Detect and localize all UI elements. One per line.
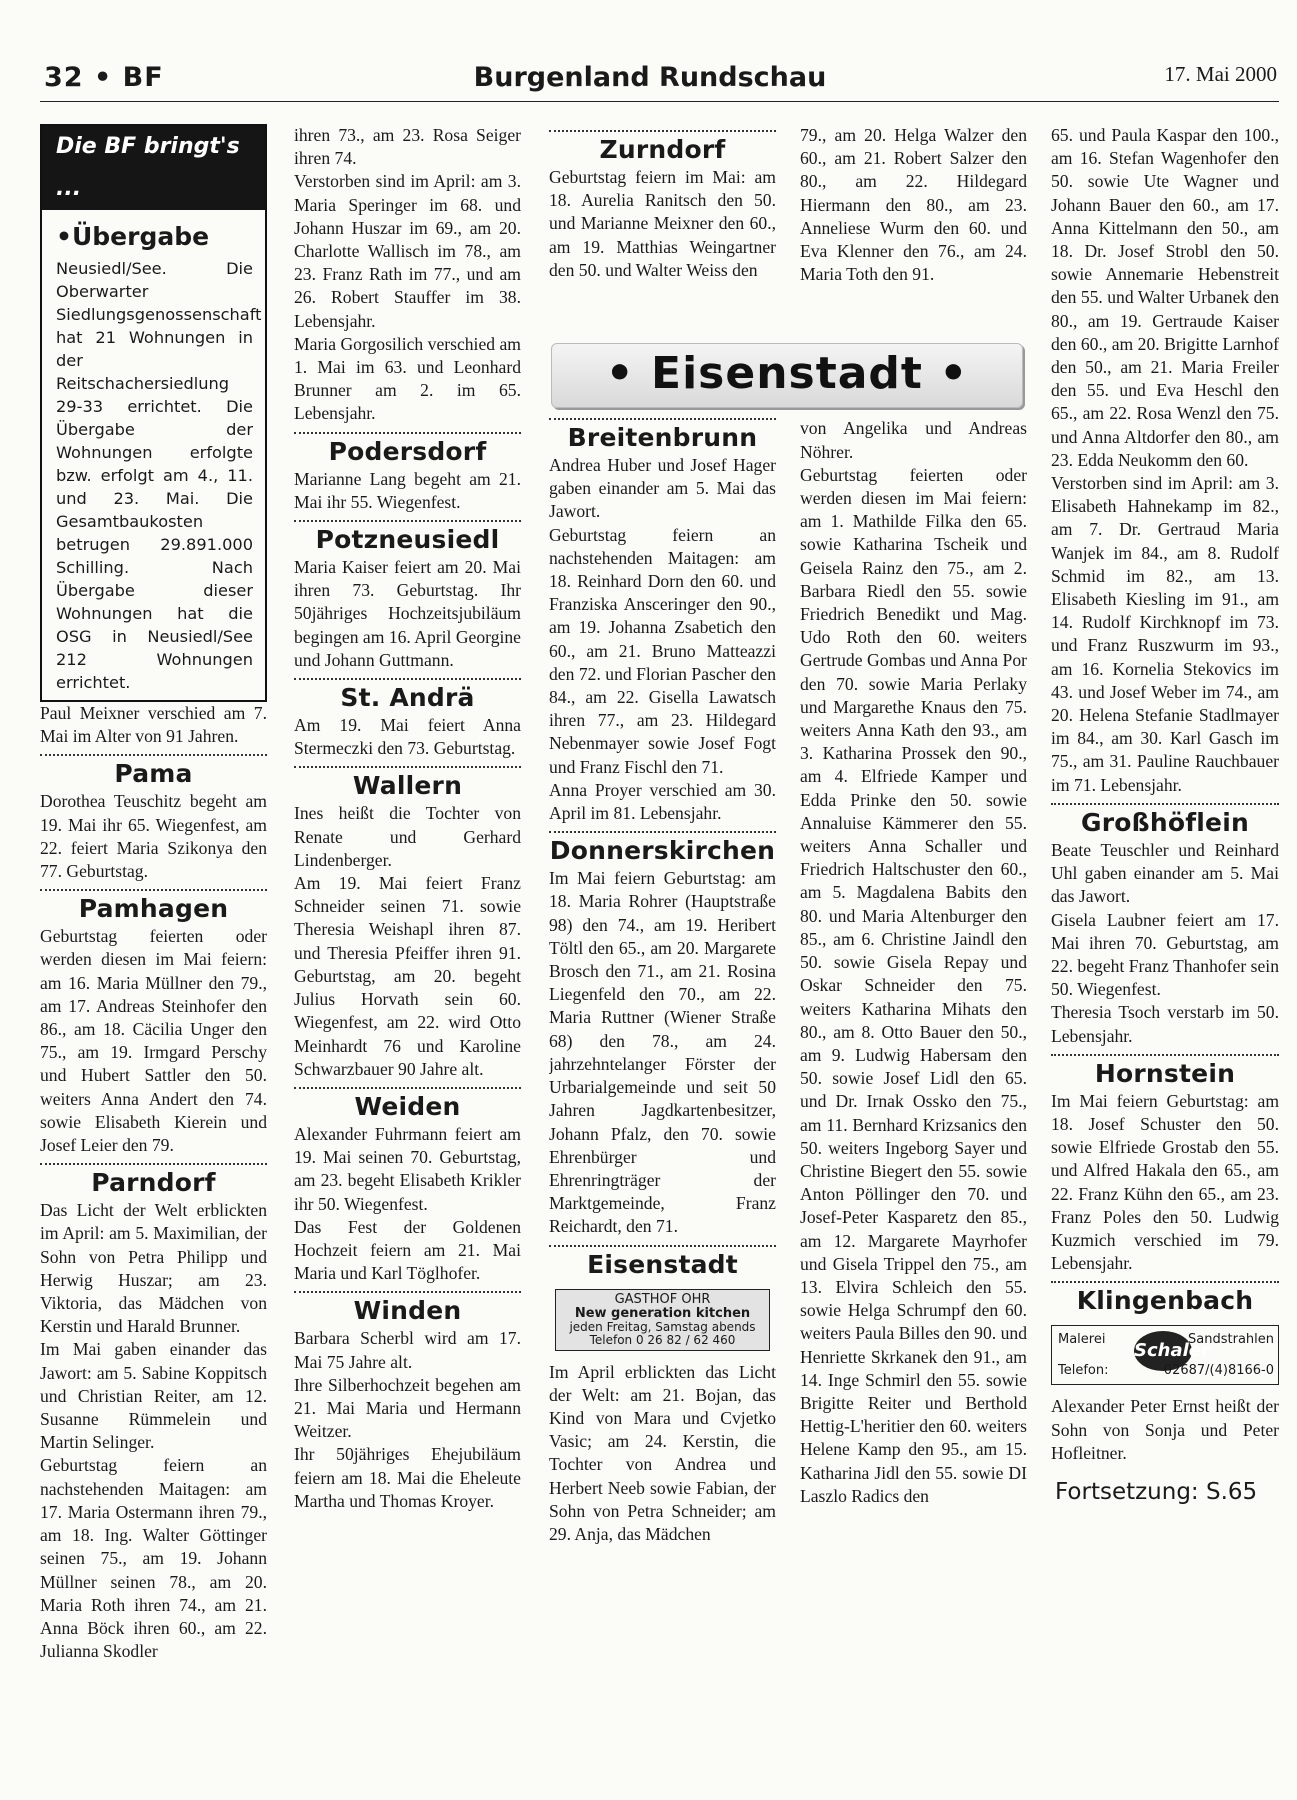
section-heading-hornstein: Hornstein	[1094, 1058, 1236, 1088]
article-text: Gisela Laubner feiert am 17. Mai ihren 70. Geburtstag, am 22. begeht Franz Thanhofer sein 50. Wiegenfest.	[1051, 909, 1279, 1000]
dotted-divider	[294, 1087, 521, 1089]
article-text: Andrea Huber und Josef Hager gaben einander am 5. Mai das Jawort.	[549, 455, 776, 522]
article-text: Verstorben sind im April: am 3. Elisabeth Hahnekamp im 82., am 7. Dr. Gertraud Maria Wanjek im 84., am 8. Rudolf Schmid im 82., am 13. Elisabeth Kiesling im 91., am 14. Rudolf Kirchknopf im 73. und Franz Ruszwurm im 93., am 16. Kornelia Stekovics im 43. und Josef Weber im 74., am 20. Helena Stefanie Stadlmayer im 84., am 30. Karl Gasch im 75., am 31. Pauline Rauchbauer im 71. Lebensjahr.	[1051, 473, 1279, 795]
article-text: Am 19. Mai feiert Anna Stermeczki den 73. Geburtstag.	[294, 715, 521, 759]
article-text: Am 19. Mai feiert Franz Schneider seinen 71. sowie Theresia Weishapl ihren 87. und Theresia Pfeiffer ihren 91. Geburtstag, am 20. begeht Julius Horvath sein 60. Wiegenfest, am 22. wird Otto Meinhardt 76 und Karoline Schwarzbauer 90 Jahre alt.	[294, 873, 521, 1079]
section-heading-klingenbach: Klingenbach	[1076, 1286, 1254, 1316]
malerei-ad	[1051, 1325, 1279, 1385]
article-text: Beate Teuschler und Reinhard Uhl gaben einander am 5. Mai das Jawort.	[1051, 839, 1279, 907]
dotted-divider	[40, 1163, 267, 1165]
info-box-title: Die BF bringt's ...	[42, 126, 265, 210]
section-heading-grosshoeflein: Großhöflein	[1081, 807, 1249, 837]
dotted-divider	[1051, 1054, 1279, 1056]
ad-telefon-label: Telefon:	[1058, 1363, 1109, 1379]
column-5	[1051, 124, 1279, 1784]
ad-logo: Schaler	[1134, 1331, 1192, 1371]
article-text: Ines heißt die Tochter von Renate und Gerhard Lindenberger.	[294, 803, 521, 870]
section-heading-winden: Winden	[353, 1296, 462, 1326]
article-text: Geburtstag feiern an nachstehenden Maitagen: am 18. Reinhard Dorn den 60. und Franziska Ansceringer den 90., am 19. Johanna Zsabetich den 60., am 21. Bruno Matteazzi den 72. und Florian Pascher den 84., am 22. Gisella Lawatsch ihren 77., am 23. Hildegard Nebenmayer sowie Josef Fogt und Franz Fischl den 71.	[549, 524, 776, 777]
article-text: Geburtstag feierten oder werden diesen im Mai feiern: am 16. Maria Müllner den 79., am 17. Andreas Steinhofer den 86., am 18. Cäcilia Unger den 75., am 19. Irmgard Perschy und Hubert Sattler den 50. weiters Anna Andert den 74. sowie Elisabeth Kierein und Josef Leier den 79.	[40, 926, 267, 1156]
dotted-divider	[549, 1245, 776, 1247]
newspaper-title: Burgenland Rundschau	[473, 62, 827, 93]
ad-phone-number: 02687/(4)8166-0	[1163, 1363, 1274, 1379]
article-text: Geburtstag feiern im Mai: am 18. Aurelia Ranitsch den 50. und Marianne Meixner den 60., am 19. Matthias Weingartner den 50. und Walter Weiss den	[549, 167, 776, 280]
info-box-heading: •Übergabe	[56, 222, 210, 251]
section-heading-zurndorf: Zurndorf	[599, 135, 726, 164]
article-text: Alexander Fuhrmann feiert am 19. Mai seinen 70. Geburtstag, am 23. begeht Elisabeth Krikler ihr 50. Wiegenfest.	[294, 1123, 521, 1214]
article-text: Im Mai gaben einander das Jawort: am 5. Sabine Koppitsch und Christian Reiter, am 12. Susanne Rümmelein und Martin Selinger.	[40, 1339, 267, 1453]
section-heading-pamhagen: Pamhagen	[78, 894, 229, 924]
dotted-divider	[549, 418, 776, 420]
article-text: Alexander Peter Ernst heißt der Sohn von Sonja und Peter Hofleitner.	[1051, 1396, 1279, 1463]
section-heading-donnerskirchen: Donnerskirchen	[549, 836, 776, 866]
article-text: Im April erblickten das Licht der Welt: am 21. Bojan, das Kind von Mara und Cvjetko Vasic; am 24. Kerstin, die Tochter von Andrea und Herbert Neeb sowie Fabian, der Sohn von Petra Schneider; am 29. Anja, das Mädchen	[549, 1361, 776, 1544]
dotted-divider	[40, 889, 267, 891]
article-text: Theresia Tsoch verstarb im 50. Lebensjahr.	[1051, 1002, 1279, 1046]
section-heading-podersdorf: Podersdorf	[328, 436, 487, 466]
dotted-divider	[294, 766, 521, 768]
article-text: Im Mai feiern Geburtstag: am 18. Maria Rohrer (Hauptstraße 98) den 74., am 19. Heribert Töltl den 65., am 20. Margarete Brosch den 71., am 21. Rosina Liegenfeld den 70., am 22. Maria Ruttner (Wiener Straße 68) den 78., am 24. jahrzehntelanger Förster der Urbarialgemeinde und seit 50 Jahren Jagdkartenbesitzer, Johann Pfalz, den 70. sowie Ehrenbürger und Ehrenringträger der Marktgemeinde, Franz Reichardt, den 71.	[549, 868, 776, 1237]
article-text: Geburtstag feiern an nachstehenden Maitagen: am 17. Maria Ostermann ihren 79., am 18. Ing. Walter Göttinger seinen 75., am 19. Johann Müllner seinen 78., am 20. Maria Roth ihren 74., am 21. Anna Böck ihren 60., am 22. Julianna Skodler	[40, 1455, 267, 1662]
ad-name: GASTHOF OHR	[614, 1291, 711, 1307]
article-text: Barbara Scherbl wird am 17. Mai 75 Jahre alt.	[294, 1328, 521, 1372]
header-rule	[40, 101, 1279, 102]
dotted-divider	[294, 432, 521, 434]
section-heading-potzneusiedl: Potzneusiedl	[315, 525, 500, 555]
article-text: Maria Gorgosilich verschied am 1. Mai im 63. und Leonhard Brunner am 2. im 65. Lebensjahr.	[294, 333, 521, 424]
ad-hours: jeden Freitag, Samstag abends	[569, 1319, 756, 1334]
section-heading-breitenbrunn: Breitenbrunn	[567, 423, 758, 453]
dotted-divider	[549, 831, 776, 833]
article-text: Das Fest der Goldenen Hochzeit feiern am 21. Mai Maria und Karl Töglhofer.	[294, 1216, 521, 1284]
column-2	[294, 124, 521, 1784]
dotted-divider	[1051, 803, 1279, 805]
article-text: von Angelika und Andreas Nöhrer.	[800, 418, 1027, 462]
article-text: Maria Kaiser feiert am 20. Mai ihren 73. Geburtstag. Ihr 50jähriges Hochzeitsjubiläum begingen am 16. April Georgine und Johann Guttmann.	[294, 557, 521, 670]
eisenstadt-banner: • Eisenstadt •	[551, 343, 1023, 408]
dotted-divider	[294, 1291, 521, 1293]
dotted-divider	[294, 678, 521, 680]
info-box	[40, 124, 267, 702]
section-heading-parndorf: Parndorf	[91, 1168, 216, 1198]
dotted-divider	[40, 754, 267, 756]
section-heading-pama: Pama	[114, 759, 193, 789]
page-number: 32 • BF	[44, 62, 164, 93]
article-text: Anna Proyer verschied am 30. April im 81. Lebensjahr.	[549, 779, 776, 824]
section-heading-st-andrae: St. Andrä	[340, 683, 475, 713]
article-text: Ihre Silberhochzeit begehen am 21. Mai Maria und Hermann Weitzer.	[294, 1374, 521, 1442]
section-heading-weiden: Weiden	[354, 1091, 461, 1121]
article-text: ihren 73., am 23. Rosa Seiger ihren 74.	[294, 125, 521, 169]
ad-sandstrahlen-label: Sandstrahlen	[1188, 1332, 1274, 1348]
section-heading-wallern: Wallern	[352, 771, 463, 801]
article-text: 79., am 20. Helga Walzer den 60., am 21. Robert Salzer den 80., am 22. Hildegard Hiermann den 80., am 23. Anneliese Wurm den 60. und Eva Klenner den 76., am 24. Maria Toth den 91.	[800, 125, 1027, 285]
article-text: Paul Meixner verschied am 7. Mai im Alter von 91 Jahren.	[40, 703, 267, 747]
issue-date: 17. Mai 2000	[1164, 62, 1277, 86]
article-text: Verstorben sind im April: am 3. Maria Speringer im 68. und Johann Huszar im 69., am 20. Charlotte Wallisch im 78., am 23. Franz Rath im 77., und am 26. Robert Stauffer im 38. Lebensjahr.	[294, 171, 521, 331]
article-text: Marianne Lang begeht am 21. Mai ihr 55. Wiegenfest.	[294, 468, 521, 512]
gasthof-ad	[555, 1289, 770, 1351]
dotted-divider	[1051, 1281, 1279, 1283]
article-text: Dorothea Teuschitz begeht am 19. Mai ihr 65. Wiegenfest, am 22. feiert Maria Szikonya den 77. Geburtstag.	[40, 791, 267, 882]
article-text: 65. und Paula Kaspar den 100., am 16. Stefan Wagenhofer den 50. sowie Ute Wagner und Johann Bauer den 60., am 17. Anna Kittelmann den 50., am 18. Dr. Josef Strobl den 50. sowie Annemarie Hebenstreit den 55. und Walter Urbanek den 80., am 19. Gertraude Kaiser den 60., am 20. Brigitte Larnhof den 50., am 21. Maria Freiler den 55. und Eva Heschl den 65., am 22. Rosa Wenzl den 75. und Anna Altdorfer den 80., am 23. Edda Neukomm den 60.	[1051, 125, 1279, 470]
dotted-divider	[549, 130, 776, 132]
article-text: Ihr 50jähriges Ehejubiläum feiern am 18. Mai die Eheleute Martha und Thomas Kroyer.	[294, 1444, 521, 1511]
section-heading-eisenstadt: Eisenstadt	[587, 1249, 738, 1279]
ad-phone: Telefon 0 26 82 / 62 460	[589, 1332, 736, 1347]
article-text: Das Licht der Welt erblickten im April: am 5. Maximilian, der Sohn von Petra Philipp und Herwig Huszar; am 23. Viktoria, das Mädchen von Kerstin und Harald Brunner.	[40, 1200, 267, 1337]
article-text: Im Mai feiern Geburtstag: am 18. Josef Schuster den 50. sowie Elfriede Grostab den 55. und Alfred Hakala den 65., am 22. Franz Kühn den 65., am 23. Franz Poles den 50. Ludwig Kuzmich verschied im 79. Lebensjahr.	[1051, 1090, 1279, 1274]
continuation-note: Fortsetzung: S.65	[1055, 1478, 1258, 1505]
ad-malerei-label: Malerei	[1058, 1332, 1106, 1348]
ad-slogan: New generation kitchen	[574, 1305, 751, 1321]
column-1	[40, 124, 267, 1784]
dotted-divider	[294, 520, 521, 522]
info-box-text: Neusiedl/See. Die Oberwarter Siedlungsgenossenschaft hat 21 Wohnungen in der Reitschachersiedlung 29-33 errichtet. Die Übergabe der Wohnungen erfolgte bzw. erfolgt am 4., 11. und 23. Mai. Die Gesamtbaukosten betrugen 29.891.000 Schilling. Nach Übergabe dieser Wohnungen hat die OSG in Neusiedl/See 212 Wohnungen errichtet.	[56, 259, 262, 692]
article-text: Geburtstag feierten oder werden diesen im Mai feiern: am 1. Mathilde Filka den 65. sowie Katharina Tscheik und Geisela Rainz den 75., am 2. Barbara Riedl den 55. sowie Friedrich Benedikt und Mag. Udo Roth den 60. weiters Gertrude Gombas und Anna Por den 70. sowie Maria Perlaky und Margarethe Knaus den 75. weiters Anna Kath den 93., am 3. Katharina Prossek den 90., am 4. Elfriede Kamper und Edda Prinke den 50. sowie Annaluise Kämmerer den 55. weiters Anna Schaller und Friedrich Haltschuster den 60., am 5. Magdalena Babits den 80. und Maria Altenburger den 85., am 6. Christine Jaindl den 50. sowie Gisela Repay und Oskar Schneider den 75. weiters Katharina Mihats den 80., am 8. Otto Bauer den 50., am 9. Ludwig Habersam den 50. sowie Josef Lidl den 65. und Dr. Irnak Ossko den 75., am 11. Bernhard Krizsanics den 50. weiters Ingeborg Sayer und Christine Biegert den 55. sowie Anton Pöllinger den 70. und Josef-Peter Kasparetz den 85., am 12. Margarete Mayrhofer und Gisela Trippel den 75., am 13. Elvira Schleich den 55. sowie Helga Schrumpf den 60. weiters Paula Billes den 90. und Henriette Skrkanek den 91., am 14. Inge Schmirl den 55. sowie Brigitte Reiter und Berthold Hettig-L'heritier den 60. weiters Helene Kamp den 95., am 15. Katharina Jidl den 55. sowie DI Laszlo Radics den	[800, 464, 1027, 1506]
